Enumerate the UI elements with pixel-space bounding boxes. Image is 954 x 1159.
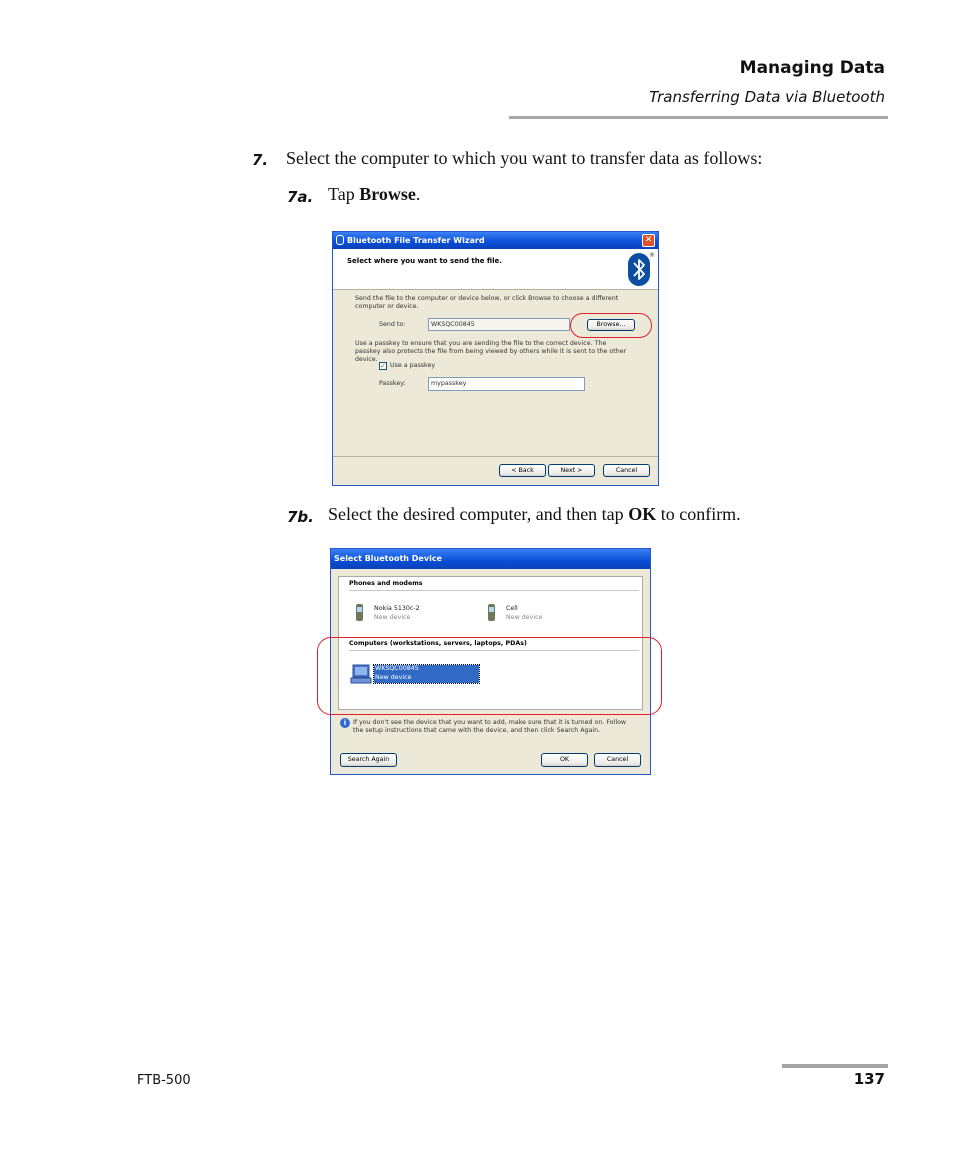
- send-to-field[interactable]: WKSQC00845: [428, 318, 570, 331]
- wizard-title: Bluetooth File Transfer Wizard: [347, 236, 485, 245]
- step-7a-text: [328, 184, 420, 205]
- bluetooth-rune-icon: [628, 253, 650, 286]
- step-7-text: Select the computer to which you want to transfer data as follows:: [286, 148, 763, 168]
- phone-icon: [488, 604, 495, 621]
- info-text: If you don't see the device that you want to add, make sure that it is turned on. Follow the setup instructions that came with the device, and then click Search Again.: [353, 719, 627, 734]
- wizard-header-text: Select where you want to send the file.: [347, 257, 502, 265]
- step-7a-keyword: Browse: [359, 184, 416, 204]
- close-button[interactable]: ✕: [642, 234, 655, 247]
- search-again-button[interactable]: Search Again: [340, 753, 397, 767]
- wizard-button-divider: [333, 456, 658, 457]
- next-button[interactable]: Next >: [548, 464, 595, 477]
- passkey-label: Passkey:: [379, 380, 406, 387]
- bluetooth-icon: [336, 235, 344, 245]
- passkey-input[interactable]: mypasskey: [428, 377, 585, 391]
- section-subtitle: Transferring Data via Bluetooth: [649, 88, 885, 106]
- step-7a-prefix: Tap: [328, 184, 360, 204]
- passkey-info-text: Use a passkey to ensure that you are sending the file to the correct device. The passkey also protects the file from being viewed by others while it is sent to the other device.: [355, 340, 627, 363]
- select-bluetooth-device-dialog: [330, 548, 651, 775]
- device-phone-2-status: New device: [506, 614, 543, 621]
- device-dialog-title: Select Bluetooth Device: [334, 554, 442, 563]
- computer-status: New device: [375, 674, 412, 681]
- ok-button[interactable]: OK: [541, 753, 588, 767]
- step-7b-keyword: OK: [628, 504, 657, 524]
- device-phone-1-status: New device: [374, 614, 411, 621]
- back-button[interactable]: < Back: [499, 464, 546, 477]
- step-7a-suffix: .: [415, 184, 421, 204]
- step-7b-text: [328, 504, 741, 525]
- computer-name[interactable]: WKSQC00845: [375, 665, 419, 672]
- group-phones-rule: [349, 590, 639, 591]
- step-7b-suffix: to confirm.: [656, 504, 741, 524]
- use-passkey-checkbox[interactable]: ✓: [380, 362, 386, 370]
- group-computers-title: Computers (workstations, servers, laptops, PDAs): [349, 640, 527, 647]
- wizard-intro-text: Send the file to the computer or device below, or click Browse to choose a different computer or device.: [355, 295, 619, 310]
- wizard-titlebar: [333, 232, 658, 249]
- use-passkey-label: Use a passkey: [390, 362, 436, 369]
- page-number: 137: [853, 1070, 885, 1088]
- step-7b-number: 7b.: [287, 508, 314, 526]
- section-title: Managing Data: [739, 58, 885, 78]
- wizard-header: [333, 249, 658, 290]
- device-phone-2-name[interactable]: Cell: [506, 605, 518, 612]
- bluetooth-logo-icon: [628, 253, 650, 286]
- footer-product: FTB-500: [137, 1073, 191, 1088]
- device-phone-1-name[interactable]: Nokia 5130c-2: [374, 605, 420, 612]
- cancel-button[interactable]: Cancel: [603, 464, 650, 477]
- device-cancel-button[interactable]: Cancel: [594, 753, 641, 767]
- info-icon: i: [340, 718, 350, 728]
- footer-rule: [782, 1064, 888, 1068]
- step-7a-number: 7a.: [287, 188, 314, 206]
- bluetooth-file-transfer-wizard: [332, 231, 659, 486]
- group-phones-title: Phones and modems: [349, 580, 423, 587]
- registered-mark: ®: [649, 252, 655, 259]
- highlight-computers-group: [317, 637, 662, 715]
- device-dialog-titlebar: [331, 549, 650, 569]
- step-7-number: 7.: [252, 151, 269, 169]
- header-rule: [509, 116, 888, 119]
- step-7b-prefix: Select the desired computer, and then tap: [328, 504, 629, 524]
- phone-icon: [356, 604, 363, 621]
- send-to-label: Send to:: [379, 321, 406, 328]
- browse-button[interactable]: Browse...: [587, 319, 635, 331]
- highlight-browse: [570, 313, 652, 338]
